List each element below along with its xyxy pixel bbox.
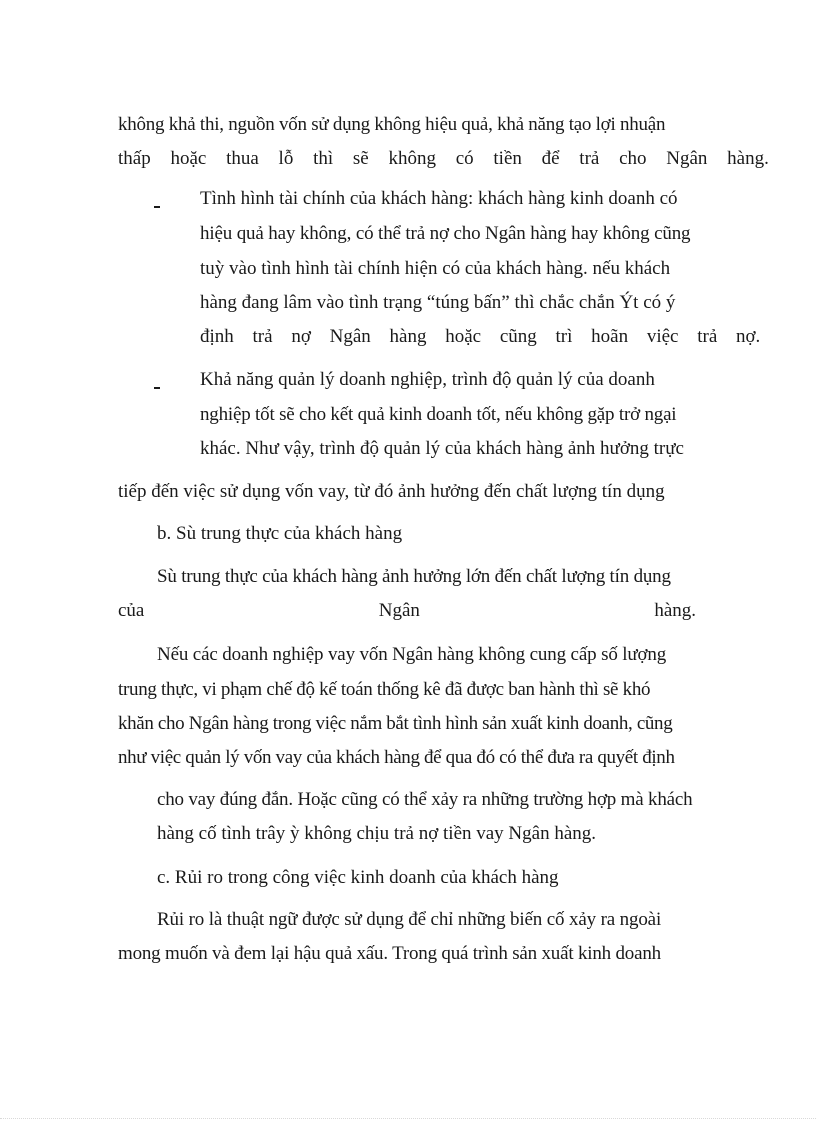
text-line: Sù trung thực của khách hàng ảnh hưởng lớn đến chất lượng tín dụng: [157, 566, 671, 587]
text-line: Tình hình tài chính của khách hàng: khách hàng kinh doanh có: [200, 188, 678, 209]
text-line: hàng đang lâm vào tình trạng “túng bấn” thì chắc chắn Ýt có ý: [200, 292, 676, 313]
text-line: trung thực, vi phạm chế độ kế toán thống kê đã được ban hành thì sẽ khó: [118, 679, 651, 700]
text-line: mong muốn và đem lại hậu quả xấu. Trong quá trình sản xuất kinh doanh: [118, 943, 661, 964]
text-line: Nếu các doanh nghiệp vay vốn Ngân hàng không cung cấp số lượng: [157, 644, 667, 665]
text-line: [118, 599, 696, 623]
bullet-dash-icon: [154, 206, 160, 208]
page-edge-divider: [0, 1118, 816, 1119]
word: Ngân: [378, 600, 420, 621]
text-line: Khả năng quản lý doanh nghiệp, trình độ quản lý của doanh: [200, 369, 655, 390]
text-line: khác. Như vậy, trình độ quản lý của khách hàng ảnh hưởng trực: [200, 438, 684, 459]
text-line: tiếp đến việc sử dụng vốn vay, từ đó ảnh hưởng đến chất lượng tín dụng: [118, 481, 665, 502]
text-line: thấp hoặc thua lỗ thì sẽ không có tiền để trả cho Ngân hàng.: [118, 148, 769, 169]
text-line: tuỳ vào tình hình tài chính hiện có của khách hàng. nếu khách: [200, 258, 671, 279]
section-heading: b. Sù trung thực của khách hàng: [157, 523, 403, 544]
word: hàng.: [654, 600, 696, 621]
text-line: Rủi ro là thuật ngữ được sử dụng để chỉ những biến cố xảy ra ngoài: [157, 909, 662, 930]
text-line: hàng cố tình trây ỳ không chịu trả nợ tiền vay Ngân hàng.: [157, 823, 597, 844]
bullet-dash-icon: [154, 387, 160, 389]
word: của: [118, 600, 145, 621]
text-line: như việc quản lý vốn vay của khách hàng để qua đó có thể đưa ra quyết định: [118, 747, 675, 768]
text-line: khăn cho Ngân hàng trong việc nắm bắt tình hình sản xuất kinh doanh, cũng: [118, 713, 673, 734]
text-line: cho vay đúng đắn. Hoặc cũng có thể xảy ra những trường hợp mà khách: [157, 789, 693, 810]
text-line: không khả thi, nguồn vốn sử dụng không hiệu quả, khả năng tạo lợi nhuận: [118, 114, 666, 135]
section-heading: c. Rủi ro trong công việc kinh doanh của khách hàng: [157, 867, 559, 888]
text-line: hiệu quả hay không, có thể trả nợ cho Ngân hàng hay không cũng: [200, 223, 691, 244]
text-line: nghiệp tốt sẽ cho kết quả kinh doanh tốt, nếu không gặp trở ngại: [200, 404, 677, 425]
text-line: định trả nợ Ngân hàng hoặc cũng trì hoãn việc trả nợ.: [200, 326, 761, 347]
